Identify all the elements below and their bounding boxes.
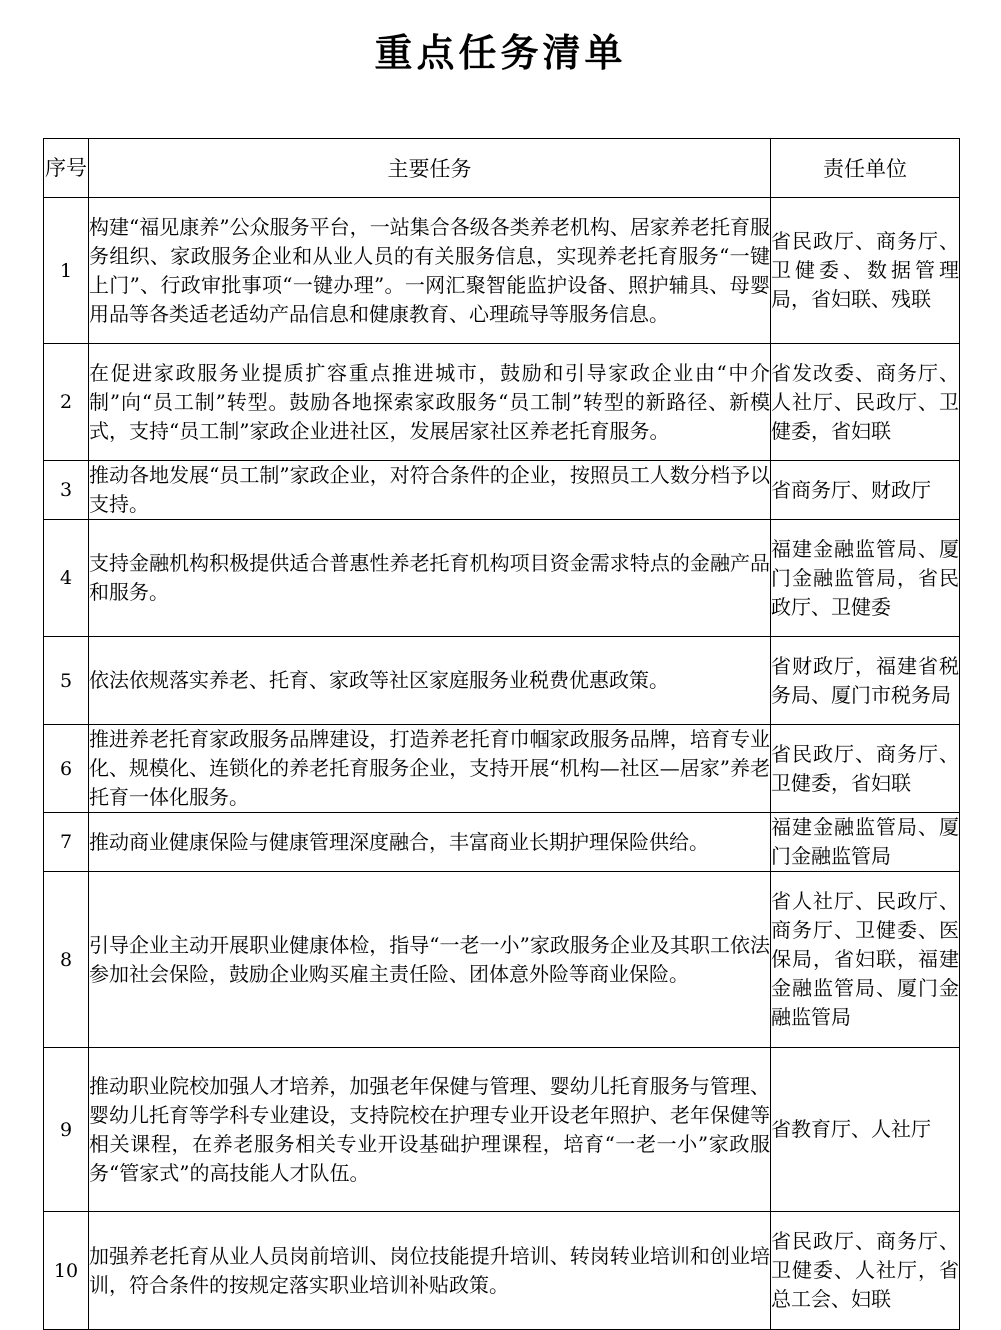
row-number: 8	[44, 872, 89, 1048]
row-unit: 省民政厅、商务厅、卫健委、数据管理局，省妇联、残联	[771, 198, 960, 344]
table-header-row	[44, 139, 960, 198]
page-title: 重点任务清单	[374, 30, 627, 75]
row-number: 7	[44, 813, 89, 872]
row-task: 构建“福见康养”公众服务平台，一站集合各级各类养老机构、居家养老托育服务组织、家政服务企业和从业人员的有关服务信息，实现养老托育服务“一键上门”、行政审批事项“一键办理”。一网汇聚智能监护设备、照护辅具、母婴用品等各类适老适幼产品信息和健康教育、心理疏导等服务信息。	[89, 198, 771, 344]
row-unit: 省商务厅、财政厅	[771, 461, 960, 520]
row-unit: 省人社厅、民政厅、商务厅、卫健委、医保局，省妇联，福建金融监管局、厦门金融监管局	[771, 872, 960, 1048]
row-number: 4	[44, 520, 89, 637]
row-number: 5	[44, 637, 89, 725]
table-row	[44, 461, 960, 520]
row-task: 依法依规落实养老、托育、家政等社区家庭服务业税费优惠政策。	[89, 637, 771, 725]
row-task: 支持金融机构积极提供适合普惠性养老托育机构项目资金需求特点的金融产品和服务。	[89, 520, 771, 637]
table-row	[44, 1048, 960, 1212]
row-task: 在促进家政服务业提质扩容重点推进城市，鼓励和引导家政企业由“中介制”向“员工制”转型。鼓励各地探索家政服务“员工制”转型的新路径、新模式，支持“员工制”家政企业进社区，发展居家社区养老托育服务。	[89, 344, 771, 461]
row-task: 推动各地发展“员工制”家政企业，对符合条件的企业，按照员工人数分档予以支持。	[89, 461, 771, 520]
row-task: 引导企业主动开展职业健康体检，指导“一老一小”家政服务企业及其职工依法参加社会保险，鼓励企业购买雇主责任险、团体意外险等商业保险。	[89, 872, 771, 1048]
table-row	[44, 344, 960, 461]
row-task: 推动职业院校加强人才培养，加强老年保健与管理、婴幼儿托育服务与管理、婴幼儿托育等学科专业建设，支持院校在护理专业开设老年照护、老年保健等相关课程，在养老服务相关专业开设基础护理课程，培育“一老一小”家政服务“管家式”的高技能人才队伍。	[89, 1048, 771, 1212]
row-task: 推进养老托育家政服务品牌建设，打造养老托育巾帼家政服务品牌，培育专业化、规模化、连锁化的养老托育服务企业，支持开展“机构—社区—居家”养老托育一体化服务。	[89, 725, 771, 813]
row-unit: 省民政厅、商务厅、卫健委，省妇联	[771, 725, 960, 813]
table-row	[44, 198, 960, 344]
row-unit: 福建金融监管局、厦门金融监管局	[771, 813, 960, 872]
row-unit: 省财政厅，福建省税务局、厦门市税务局	[771, 637, 960, 725]
row-unit: 省教育厅、人社厅	[771, 1048, 960, 1212]
header-serial-no: 序号	[44, 139, 89, 198]
task-table	[43, 138, 960, 1330]
row-task: 推动商业健康保险与健康管理深度融合，丰富商业长期护理保险供给。	[89, 813, 771, 872]
row-unit: 省民政厅、商务厅、卫健委、人社厅，省总工会、妇联	[771, 1212, 960, 1330]
row-task: 加强养老托育从业人员岗前培训、岗位技能提升培训、转岗转业培训和创业培训，符合条件的按规定落实职业培训补贴政策。	[89, 1212, 771, 1330]
header-responsible-unit: 责任单位	[771, 139, 960, 198]
row-unit: 省发改委、商务厅、人社厅、民政厅、卫健委，省妇联	[771, 344, 960, 461]
row-number: 1	[44, 198, 89, 344]
row-number: 10	[44, 1212, 89, 1330]
row-number: 9	[44, 1048, 89, 1212]
row-number: 6	[44, 725, 89, 813]
row-number: 2	[44, 344, 89, 461]
header-main-task: 主要任务	[89, 139, 771, 198]
table-row	[44, 813, 960, 872]
table-row	[44, 520, 960, 637]
table-row	[44, 637, 960, 725]
table-row	[44, 1212, 960, 1330]
row-unit: 福建金融监管局、厦门金融监管局，省民政厅、卫健委	[771, 520, 960, 637]
table-row	[44, 872, 960, 1048]
row-number: 3	[44, 461, 89, 520]
table-row	[44, 725, 960, 813]
